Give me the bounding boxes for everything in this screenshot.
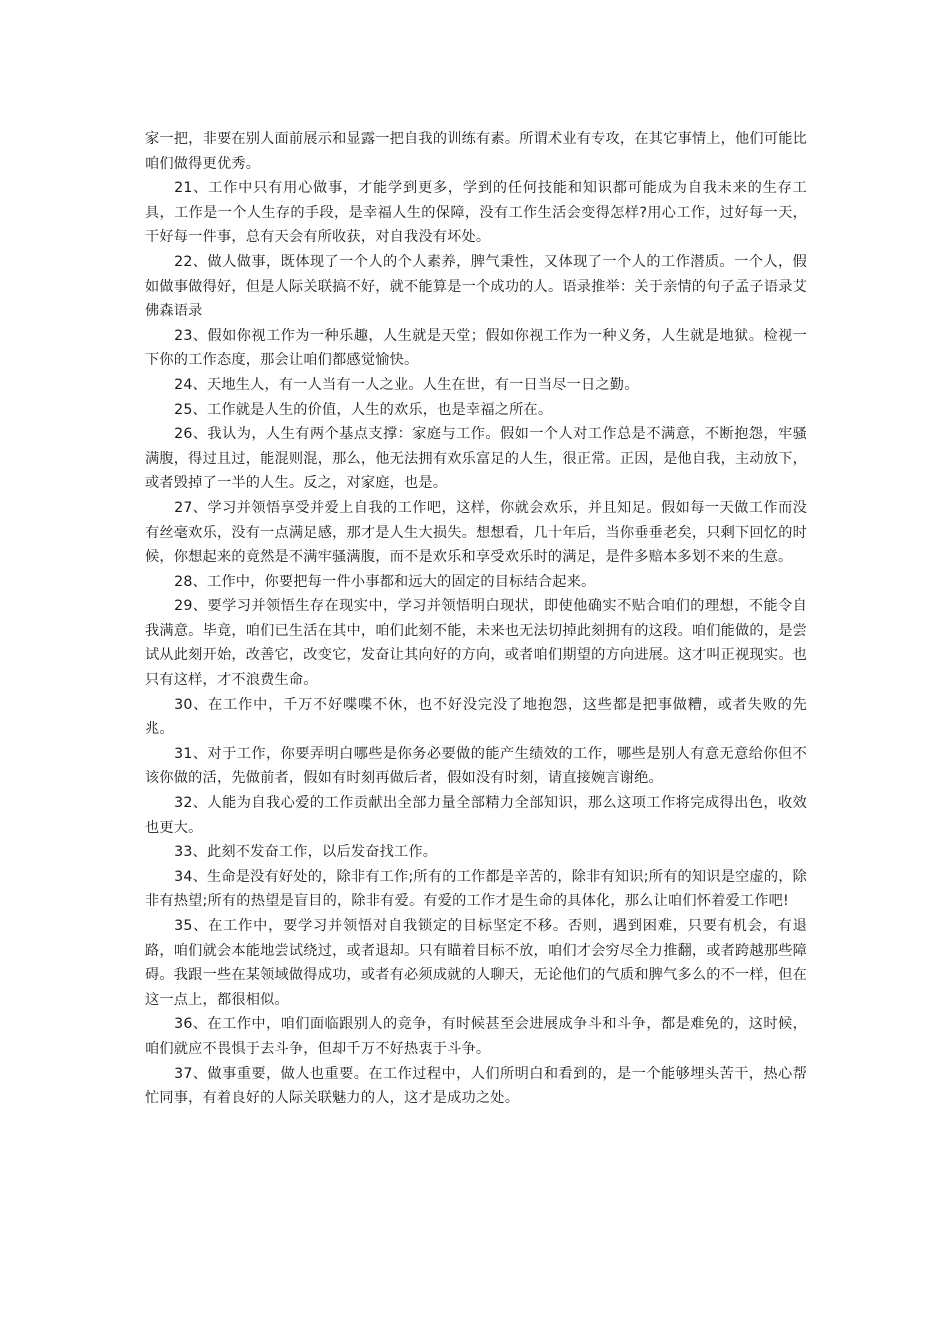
paragraph-23: 23、假如你视工作为一种乐趣，人生就是天堂；假如你视工作为一种义务，人生就是地狱。检视一下你的工作态度，那会让咱们都感觉愉快。	[145, 327, 807, 369]
document-body	[145, 127, 807, 1111]
paragraph-34: 34、生命是没有好处的，除非有工作;所有的工作都是辛苦的，除非有知识;所有的知识是空虚的，除非有热望;所有的热望是盲目的，除非有爱。有爱的工作才是生命的具体化，那么让咱们怀着爱工作吧!	[145, 868, 807, 910]
paragraph-28: 28、工作中，你要把每一件小事都和远大的固定的目标结合起来。	[174, 573, 596, 590]
paragraph-30: 30、在工作中，千万不好喋喋不休，也不好没完没了地抱怨，这些都是把事做糟，或者失败的先兆。	[145, 696, 807, 738]
paragraph-27: 27、学习并领悟享受并爱上自我的工作吧，这样，你就会欢乐，并且知足。假如每一天做工作而没有丝毫欢乐，没有一点满足感，那才是人生大损失。想想看，几十年后，当你垂垂老矣，只剩下回忆的时候，你想起来的竟然是不满牢骚满腹，而不是欢乐和享受欢乐时的满足，是件多赔本多划不来的生意。	[145, 499, 807, 566]
paragraph-26: 26、我认为，人生有两个基点支撑：家庭与工作。假如一个人对工作总是不满意，不断抱怨，牢骚满腹，得过且过，能混则混，那么，他无法拥有欢乐富足的人生，很正常。正因，是他自我，主动放下，或者毁掉了一半的人生。反之，对家庭，也是。	[145, 426, 807, 492]
paragraph-21: 21、工作中只有用心做事，才能学到更多，学到的任何技能和知识都可能成为自我未来的生存工具，工作是一个人生存的手段，是幸福人生的保障，没有工作生活会变得怎样?用心工作，过好每一天，干好每一件事，总有天会有所收获，对自我没有坏处。	[145, 180, 807, 246]
paragraph-33: 33、此刻不发奋工作，以后发奋找工作。	[174, 844, 438, 861]
paragraph-continuation: 家一把，非要在别人面前展示和显露一把自我的训练有素。所谓术业有专攻，在其它事情上，他们可能比咱们做得更优秀。	[145, 131, 807, 172]
paragraph-36: 36、在工作中，咱们面临跟别人的竞争，有时候甚至会进展成争斗和斗争，都是难免的，这时候，咱们就应不畏惧于去斗争，但却千万不好热衷于斗争。	[145, 1016, 807, 1057]
paragraph-31: 31、对于工作，你要弄明白哪些是你务必要做的能产生绩效的工作，哪些是别人有意无意给你但不该你做的活，先做前者，假如有时刻再做后者，假如没有时刻，请直接婉言谢绝。	[145, 745, 807, 787]
paragraph-29: 29、要学习并领悟生存在现实中，学习并领悟明白现状，即使他确实不贴合咱们的理想，不能令自我满意。毕竟，咱们已生活在其中，咱们此刻不能，未来也无法切掉此刻拥有的这段。咱们能做的，是尝试从此刻开始，改善它，改变它，发奋让其向好的方向，或者咱们期望的方向进展。这才叫正视现实。也只有这样，才不浪费生命。	[145, 598, 807, 689]
paragraph-37: 37、做事重要，做人也重要。在工作过程中，人们所明白和看到的，是一个能够埋头苦干，热心帮忙同事，有着良好的人际关联魅力的人，这才是成功之处。	[145, 1065, 807, 1107]
paragraph-24: 24、天地生人，有一人当有一人之业。人生在世，有一日当尽一日之勤。	[174, 376, 639, 393]
paragraph-22: 22、做人做事，既体现了一个人的个人素养，脾气秉性，又体现了一个人的工作潜质。一个人，假如做事做得好，但是人际关联搞不好，就不能算是一个成功的人。语录推举：关于亲情的句子孟子语录艾佛森语录	[145, 253, 807, 320]
paragraph-35: 35、在工作中，要学习并领悟对自我锁定的目标坚定不移。否则，遇到困难，只要有机会，有退路，咱们就会本能地尝试绕过，或者退却。只有瞄着目标不放，咱们才会穷尽全力推翻，或者跨越那些障碍。我跟一些在某领域做得成功，或者有必须成就的人聊天，无论他们的气质和脾气多么的不一样，但在这一点上，都很相似。	[145, 918, 807, 1008]
paragraph-32: 32、人能为自我心爱的工作贡献出全部力量全部精力全部知识，那么这项工作将完成得出色，收效也更大。	[145, 795, 807, 836]
paragraph-25: 25、工作就是人生的价值，人生的欢乐，也是幸福之所在。	[174, 401, 553, 418]
